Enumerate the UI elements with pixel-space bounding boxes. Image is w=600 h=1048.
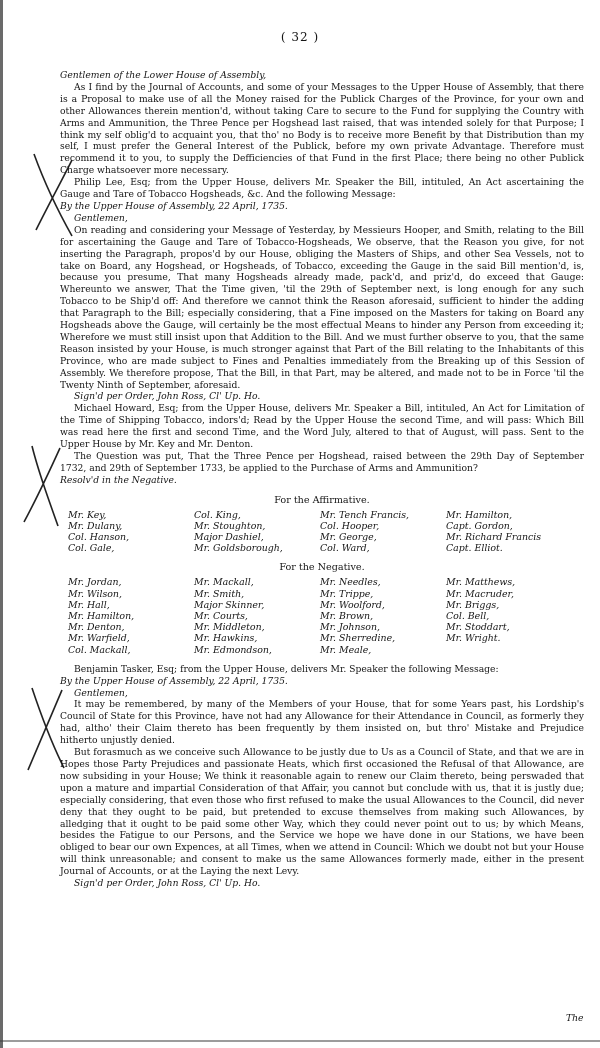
member-name: Mr. Tench Francis,	[320, 509, 410, 521]
member-name: Col. King,	[194, 509, 241, 521]
signature: Sign'd per Order, John Ross, Cl' Up. Ho.	[74, 878, 261, 890]
member-name: Mr. Denton,	[68, 622, 125, 634]
question-paragraph: The Question was put, That the Three Pence per Hogshead, raised between the 29th Day of September 1732, and 29th of September 1733, be applied to the Purchase of Arms and Ammunition?	[60, 451, 584, 474]
member-name: Mr. Middleton,	[194, 622, 265, 634]
member-name: Mr. Edmondson,	[194, 644, 272, 656]
member-name: Mr. Stoddart,	[446, 622, 510, 634]
shipping-bill-paragraph: Michael Howard, Esq; from the Upper House, delivers Mr. Speaker a Bill, intituled, An Act for Limitation of the Time of Shipping Tobacco, indors'd; Read by the Upper House the second Time, and will pass: Which Bill was read here the first and second Time, and the Word July, altered to that of August, will pass. Sent to the Upper House by Mr. Key and Mr. Denton.	[60, 403, 584, 451]
bill-delivery-paragraph: Philip Lee, Esq; from the Upper House, delivers Mr. Speaker the Bill, intituled, An Act ascertaining the Gauge and Tare of Tobacco Hogsheads, &c. And the following Message:	[60, 177, 584, 201]
address-heading: Gentlemen of the Lower House of Assembly,	[60, 70, 267, 81]
member-name: Mr. Johnson,	[320, 622, 380, 634]
tasker-delivery-paragraph: Benjamin Tasker, Esq; from the Upper House, delivers Mr. Speaker the following Message:	[74, 663, 499, 675]
member-name: Mr. Hamilton,	[446, 509, 513, 521]
member-name: Mr. Dulany,	[68, 520, 123, 532]
council-claim-paragraph: But forasmuch as we conceive such Allowance to be justly due to Us as a Council of State, and that we are in Hopes those Party Prejudices and passionate Heats, which first occasioned the Refusal of that Allowance, are now subsiding in your House; We think it reasonable again to renew our Claim thereto, being perswaded that upon a mature and impartial Consideration of that Affair, you cannot but conclude with us, that it is justly due; especially considering, that even those who first refused to make the usual Allowances to the Council, did never deny that they ought to be paid, but pretended to excuse themselves from making such Allowances, by alledging that it ought to be paid some other Way, which they could never point out to us; by which Means, besides the Fatigue to our Persons, and the Service we hope we have done in our Stations, we have been obliged to bear our own Expences, at all Times, when we attend in Council: Which we doubt not but your House will think unreasonable; and consent to make us the same Allowances formerly made, either in the present Journal of Accounts, or at the Laying the next Levy.	[60, 747, 584, 878]
affirmative-list	[68, 510, 584, 555]
member-name: Capt. Elliot.	[446, 543, 503, 555]
page-number: ( 32 )	[280, 30, 320, 44]
gauge-message-paragraph: On reading and considering your Message of Yesterday, by Messieurs Hooper, and Smith, relating to the Bill for ascertaining the Gauge and Tare of Tobacco-Hogsheads, We observe, that the Reason you give, for not inserting the Paragraph, propos'd by our House, obliging the Masters of Ships, and other Sea Vessels, not to take on Board, any Hogshead, or Hogsheads, of Tobacco, exceeding the Gauge in the said Bill mention'd, is, because you presume, That many Hogsheads already made, pack'd, and priz'd, do exceed that Gauge: Whereunto we answer, That the Time given, 'til the 29th of September next, is long enough for any such Tobacco to be Ship'd off: And therefore we cannot think the Reason aforesaid, sufficient to hinder the adding that Paragraph to the Bill; especially considering, that a Fine imposed on the Masters for taking on Board any Hogsheads above the Gauge, will certainly be the most effectual Means to hinder any Person from exceeding it; Wherefore we must still insist upon that Addition to the Bill. And we must further observe to you, that the same Reason insisted by your House, is much stronger against that Part of the Bill relating to the Inhabitants of this Province, who are made subject to Fines and Penalties immediately from the Breaking up of this Session of Assembly. We therefore propose, That the Bill, in that Part, may be altered, and made not to be in Force 'til the Twenty Ninth of September, aforesaid.	[60, 224, 584, 391]
affirmative-heading: For the Affirmative.	[274, 494, 370, 506]
salutation: Gentlemen,	[74, 687, 128, 699]
page-edge-shadow	[0, 0, 3, 1048]
negative-list	[68, 577, 584, 655]
member-name: Col. Hooper,	[320, 520, 380, 532]
member-name: Mr. Key,	[68, 509, 107, 521]
member-name: Mr. Briggs,	[446, 599, 500, 611]
journal-text	[60, 70, 584, 890]
member-name: Mr. Goldsborough,	[194, 543, 283, 555]
bottom-edge	[0, 1040, 600, 1042]
member-name: Mr. Jordan,	[68, 577, 122, 589]
catchword: The	[566, 1013, 584, 1024]
member-name: Mr. Hall,	[68, 599, 110, 611]
dateline: By the Upper House of Assembly, 22 April, 1735.	[60, 675, 288, 687]
member-name: Mr. Wilson,	[68, 588, 122, 600]
resolution: Resolv'd in the Negative.	[60, 474, 177, 486]
member-name	[446, 645, 592, 656]
member-name: Major Dashiel,	[194, 532, 264, 544]
member-name: Mr. Wright.	[446, 633, 501, 645]
member-name: Mr. Needles,	[320, 577, 381, 589]
member-name: Mr. George,	[320, 532, 377, 544]
member-name: Mr. Trippe,	[320, 588, 374, 600]
member-name: Col. Mackall,	[68, 644, 131, 656]
member-name: Major Skinner,	[194, 599, 265, 611]
salutation: Gentlemen,	[74, 212, 128, 224]
member-name: Mr. Courts,	[194, 610, 248, 622]
member-name: Mr. Matthews,	[446, 577, 516, 589]
member-name: Mr. Hamilton,	[68, 610, 135, 622]
member-name: Mr. Warfield,	[68, 633, 130, 645]
member-name: Mr. Meale,	[320, 644, 372, 656]
governor-message-paragraph: As I find by the Journal of Accounts, and some of your Messages to the Upper House of Assembly, that there is a Proposal to make use of all the Money raised for the Publick Charges of the Province, for your own and other Allowances therein mention'd, without taking Care to secure to the Fund for supplying the Country with Arms and Ammunition, the Three Pence per Hogshead last raised, that was intended solely for that Purpose; I think my self oblig'd to acquaint you, that tho' no Body is to receive more Benefit by that Distribution than my self, I must prefer the General Interest of the Publick, before my own private Advantage. Therefore must recommend it to you, to supply the Defficiencies of that Fund in the first Place; there being no other Publick Charge whatsoever more necessary.	[60, 81, 584, 177]
member-name: Col. Ward,	[320, 543, 370, 555]
member-name: Mr. Macruder,	[446, 588, 514, 600]
signature: Sign'd per Order, John Ross, Cl' Up. Ho.	[74, 391, 261, 403]
member-name: Mr. Sherredine,	[320, 633, 396, 645]
member-name: Mr. Stoughton,	[194, 520, 266, 532]
member-name: Col. Bell,	[446, 610, 490, 622]
dateline: By the Upper House of Assembly, 22 April, 1735.	[60, 200, 288, 212]
member-name: Col. Hanson,	[68, 532, 130, 544]
member-name: Mr. Mackall,	[194, 577, 254, 589]
member-name: Mr. Woolford,	[320, 599, 385, 611]
negative-heading: For the Negative.	[279, 562, 365, 574]
member-name: Mr. Hawkins,	[194, 633, 258, 645]
council-allowance-paragraph: It may be remembered, by many of the Members of your House, that for some Years past, his Lordship's Council of State for this Province, have not had any Allowance for their Attendance in Council, as formerly they had, altho' their Claim thereto has been frequently by them insisted on, but thro' Mistake and Prejudice hitherto unjustly denied.	[60, 699, 584, 747]
member-name: Mr. Brown,	[320, 610, 374, 622]
member-name: Mr. Smith,	[194, 588, 245, 600]
member-name: Col. Gale,	[68, 543, 115, 555]
member-name: Mr. Richard Francis	[446, 532, 542, 544]
member-name: Capt. Gordon,	[446, 520, 513, 532]
